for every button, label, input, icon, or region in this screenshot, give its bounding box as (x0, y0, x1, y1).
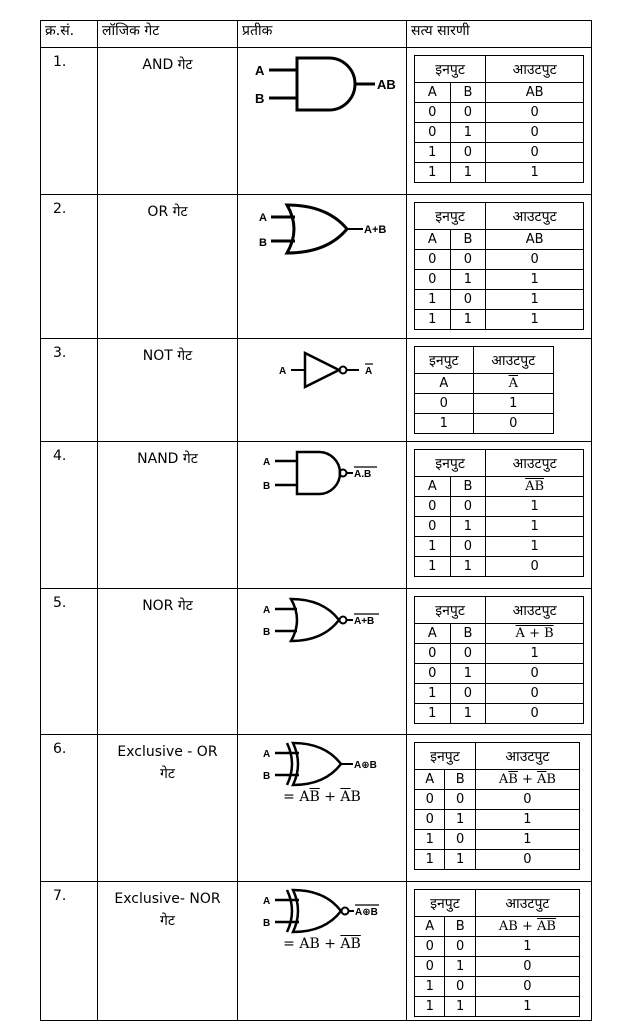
cell: 1 (486, 517, 584, 537)
input-a-label: A (279, 366, 287, 377)
serial-number: 4. (41, 442, 98, 589)
gate-name: NOR गेट (98, 589, 238, 735)
input-a-label: A (263, 457, 271, 468)
cell: 1 (486, 644, 584, 664)
formula-b-bar: $\overline{B}$ (309, 789, 320, 805)
col-b: B (445, 917, 475, 937)
out-plus: + (517, 919, 538, 934)
cell: 0 (450, 250, 486, 270)
col-out (486, 477, 584, 497)
cell: 1 (450, 270, 486, 290)
output-header: आउटपुट (475, 890, 579, 917)
gate-name (98, 735, 238, 882)
truth-row (415, 497, 584, 517)
truth-row (415, 250, 584, 270)
cell: 0 (415, 497, 451, 517)
row-not (41, 339, 592, 442)
and-gate-icon (247, 54, 397, 114)
truth-row (415, 810, 580, 830)
gate-symbol (238, 48, 407, 195)
serial-number: 6. (41, 735, 98, 882)
cell: 1 (415, 163, 451, 183)
output-header: आउटपुट (486, 597, 584, 624)
cell: 0 (415, 250, 451, 270)
truth-row (415, 790, 580, 810)
truth-row (415, 977, 580, 997)
truth-row (415, 143, 584, 163)
serial-number: 1. (41, 48, 98, 195)
cell: 1 (415, 684, 451, 704)
truth-table-cell (407, 48, 592, 195)
output-header: आउटपुट (486, 203, 584, 230)
truth-table-cell (407, 339, 592, 442)
input-header: इनपुट (415, 743, 476, 770)
out-head-text: $\overline{AB}$ (525, 479, 545, 494)
truth-row (415, 684, 584, 704)
out-head-text: A + B (515, 626, 554, 641)
truth-row (415, 664, 584, 684)
cell: 0 (445, 937, 475, 957)
input-a-label: A (259, 212, 267, 224)
nor-gate-icon (247, 595, 397, 645)
truth-row (415, 163, 584, 183)
gate-symbol (238, 589, 407, 735)
input-header: इनपुट (415, 450, 486, 477)
cell: 1 (486, 537, 584, 557)
col-out: AB (486, 83, 584, 103)
row-or (41, 195, 592, 339)
out-b: B (546, 772, 556, 787)
cell: 0 (486, 684, 584, 704)
input-a-label: A (255, 63, 265, 78)
input-b-label: B (263, 627, 271, 638)
col-b: B (450, 230, 486, 250)
gate-name: NOT गेट (98, 339, 238, 442)
cell: 1 (415, 557, 451, 577)
truth-row (415, 270, 584, 290)
formula-eq: = A (283, 789, 310, 805)
xor-gate-icon (247, 741, 397, 787)
cell: 1 (450, 557, 486, 577)
cell: 1 (415, 850, 445, 870)
cell: 0 (486, 557, 584, 577)
col-out (473, 374, 553, 394)
out-a-bar: $\overline{A}$ (537, 772, 547, 787)
gate-symbol (238, 882, 407, 1021)
out-ab: AB (498, 919, 518, 934)
cell: 0 (486, 250, 584, 270)
input-a-label: A (263, 605, 271, 616)
output-label: A (365, 366, 373, 377)
truth-row (415, 517, 584, 537)
col-a: A (415, 770, 445, 790)
cell: 0 (415, 517, 451, 537)
gate-symbol (238, 339, 407, 442)
output-label: AB (377, 77, 396, 92)
truth-row (415, 537, 584, 557)
input-b-label: B (263, 918, 271, 929)
cell: 0 (445, 830, 475, 850)
input-a-label: A (263, 749, 271, 760)
truth-table (414, 202, 584, 330)
cell: 1 (450, 664, 486, 684)
serial-number: 7. (41, 882, 98, 1021)
cell: 1 (415, 704, 451, 724)
out-b-bar: $\overline{B}$ (508, 772, 518, 787)
cell: 0 (415, 394, 474, 414)
cell: 0 (486, 704, 584, 724)
truth-row (415, 644, 584, 664)
truth-table (414, 449, 584, 577)
cell: 1 (415, 290, 451, 310)
truth-row (415, 310, 584, 330)
cell: 0 (445, 790, 475, 810)
input-b-label: B (255, 91, 265, 106)
cell: 0 (486, 664, 584, 684)
gate-name-line2: गेट (160, 766, 175, 782)
input-header: इनपुट (415, 56, 486, 83)
out-ab-bar: $\overline{AB}$ (537, 919, 556, 934)
input-b-label: B (263, 481, 271, 492)
out-plus: + (517, 772, 538, 787)
truth-row (415, 850, 580, 870)
nand-gate-icon (247, 448, 397, 498)
col-out (475, 770, 579, 790)
gate-name: OR गेट (98, 195, 238, 339)
serial-number: 5. (41, 589, 98, 735)
truth-row (415, 414, 554, 434)
truth-table-cell (407, 442, 592, 589)
cell: 1 (475, 937, 579, 957)
truth-table (414, 889, 580, 1017)
cell: 0 (450, 103, 486, 123)
or-gate-icon (247, 201, 397, 257)
cell: 1 (415, 143, 451, 163)
cell: 1 (486, 497, 584, 517)
row-xor (41, 735, 592, 882)
cell: 0 (475, 957, 579, 977)
cell: 0 (415, 957, 445, 977)
output-label: A+B (364, 224, 387, 236)
col-a: A (415, 374, 474, 394)
cell: 1 (445, 810, 475, 830)
cell: 1 (486, 290, 584, 310)
truth-table (414, 346, 554, 434)
col-out: AB (486, 230, 584, 250)
col-a: A (415, 230, 451, 250)
gate-name-line1: Exclusive- NOR (114, 891, 221, 907)
input-a-label: A (263, 896, 271, 907)
truth-row (415, 997, 580, 1017)
cell: 0 (486, 123, 584, 143)
col-out (486, 624, 584, 644)
col-a: A (415, 624, 451, 644)
output-label: A⊕B (355, 907, 378, 918)
cell: 0 (415, 123, 451, 143)
truth-table-cell (407, 882, 592, 1021)
cell: 0 (450, 143, 486, 163)
truth-row (415, 937, 580, 957)
input-header: इनपुट (415, 890, 476, 917)
cell: 1 (450, 163, 486, 183)
truth-row (415, 394, 554, 414)
truth-table (414, 55, 584, 183)
cell: 1 (415, 830, 445, 850)
cell: 0 (450, 684, 486, 704)
row-xnor (41, 882, 592, 1021)
formula-ab-bar: $\overline{AB}$ (340, 936, 361, 952)
cell: 1 (450, 310, 486, 330)
cell: 1 (445, 850, 475, 870)
truth-table (414, 742, 580, 870)
xnor-formula (238, 936, 406, 952)
col-b: B (445, 770, 475, 790)
gate-symbol (238, 195, 407, 339)
gate-name-line1: Exclusive - OR (117, 744, 218, 760)
col-a: A (415, 83, 451, 103)
out-a: A (498, 772, 509, 787)
cell: 1 (475, 830, 579, 850)
input-b-label: B (263, 771, 271, 782)
formula-plus: + (319, 936, 341, 952)
cell: 1 (475, 997, 579, 1017)
out-head-text: $\overline{A}$ (508, 376, 518, 391)
output-header: आउटपुट (475, 743, 579, 770)
cell: 1 (486, 270, 584, 290)
cell: 0 (473, 414, 553, 434)
gate-name (98, 882, 238, 1021)
formula-a-bar: $\overline{A}$ (340, 789, 351, 805)
row-nor (41, 589, 592, 735)
col-a: A (415, 477, 451, 497)
cell: 1 (445, 997, 475, 1017)
cell: 0 (415, 937, 445, 957)
serial-number: 2. (41, 195, 98, 339)
xor-formula (238, 789, 406, 805)
col-out (475, 917, 579, 937)
cell: 0 (450, 497, 486, 517)
cell: 0 (475, 850, 579, 870)
gate-symbol (238, 735, 407, 882)
cell: 1 (450, 517, 486, 537)
col-b: B (450, 624, 486, 644)
col-b: B (450, 477, 486, 497)
row-nand (41, 442, 592, 589)
header-truth-table: सत्य सारणी (407, 21, 592, 48)
cell: 1 (415, 977, 445, 997)
truth-row (415, 290, 584, 310)
cell: 1 (486, 310, 584, 330)
truth-row (415, 704, 584, 724)
truth-row (415, 557, 584, 577)
col-a: A (415, 917, 445, 937)
cell: 0 (450, 537, 486, 557)
col-b: B (450, 83, 486, 103)
cell: 0 (415, 103, 451, 123)
cell: 0 (486, 103, 584, 123)
output-header: आउटपुट (486, 56, 584, 83)
xnor-gate-icon (247, 888, 397, 934)
truth-row (415, 830, 580, 850)
truth-table-cell (407, 589, 592, 735)
output-header: आउटपुट (473, 347, 553, 374)
output-label: A+B (354, 616, 375, 627)
header-gate: लॉजिक गेट (98, 21, 238, 48)
header-symbol: प्रतीक (238, 21, 407, 48)
truth-table-cell (407, 735, 592, 882)
cell: 0 (486, 143, 584, 163)
input-header: इनपुट (415, 203, 486, 230)
cell: 0 (415, 664, 451, 684)
formula-b: B (350, 789, 361, 805)
cell: 1 (415, 414, 474, 434)
cell: 0 (475, 977, 579, 997)
truth-table-cell (407, 195, 592, 339)
cell: 0 (415, 270, 451, 290)
logic-gates-table (40, 20, 592, 1021)
cell: 0 (415, 644, 451, 664)
formula-plus: + (319, 789, 341, 805)
formula-eq: = AB (283, 936, 320, 952)
cell: 0 (450, 644, 486, 664)
gate-name: AND गेट (98, 48, 238, 195)
serial-number: 3. (41, 339, 98, 442)
cell: 0 (450, 290, 486, 310)
truth-row (415, 103, 584, 123)
truth-table (414, 596, 584, 724)
cell: 1 (415, 997, 445, 1017)
not-gate-icon (247, 345, 397, 395)
truth-row (415, 123, 584, 143)
cell: 1 (415, 537, 451, 557)
gate-symbol (238, 442, 407, 589)
gate-name-line2: गेट (160, 913, 175, 929)
output-label: A⊕B (354, 760, 377, 771)
cell: 1 (415, 310, 451, 330)
header-sn: क्र.सं. (41, 21, 98, 48)
output-header: आउटपुट (486, 450, 584, 477)
input-header: इनपुट (415, 597, 486, 624)
cell: 1 (475, 810, 579, 830)
cell: 0 (415, 790, 445, 810)
header-row (41, 21, 592, 48)
cell: 1 (445, 957, 475, 977)
truth-row (415, 957, 580, 977)
output-label: A.B (354, 469, 372, 480)
cell: 1 (450, 123, 486, 143)
cell: 0 (415, 810, 445, 830)
cell: 0 (475, 790, 579, 810)
input-b-label: B (259, 237, 267, 249)
input-header: इनपुट (415, 347, 474, 374)
cell: 1 (473, 394, 553, 414)
cell: 0 (445, 977, 475, 997)
cell: 1 (486, 163, 584, 183)
row-and (41, 48, 592, 195)
cell: 1 (450, 704, 486, 724)
gate-name: NAND गेट (98, 442, 238, 589)
